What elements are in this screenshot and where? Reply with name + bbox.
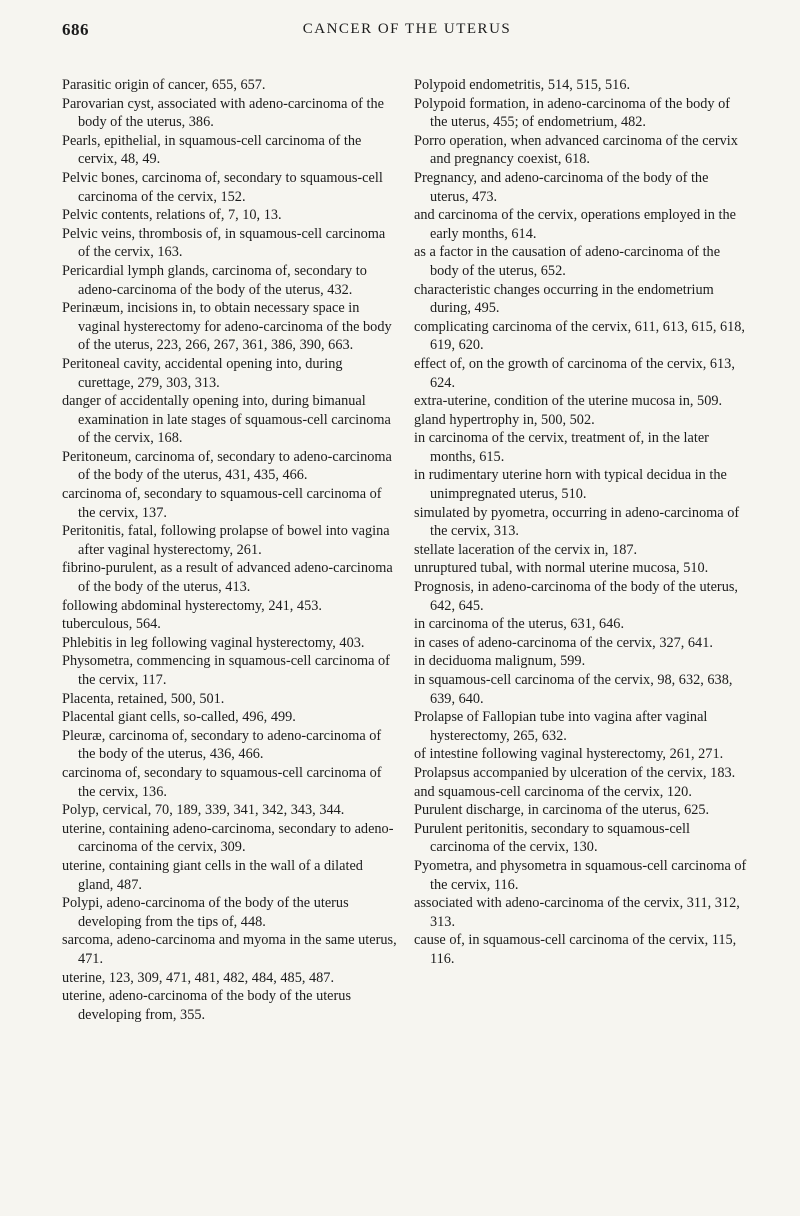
index-subentry [62,820,398,857]
index-subentry-text: and carcinoma of the cervix, operations employed in the early months, 614. [414,207,736,242]
index-subentry-text: in squamous-cell carcinoma of the cervix, 98, 632, 638, 639, 640. [414,672,733,707]
index-subentry [62,392,398,448]
index-entry: Porro operation, when advanced carcinoma of the cervix and pregnancy coexist, 618. [414,132,738,168]
index-subentry [62,764,398,801]
index-entry: Peritonitis, fatal, following prolapse of bowel into vagina after vaginal hysterectomy, 261. [62,523,390,558]
index-subentry [62,931,398,968]
index-subentry [414,355,750,392]
index-subentry-text: sarcoma, adeno-carcinoma and myoma in the same uterus, 471. [62,932,397,967]
index-subentry [62,987,398,1024]
index-entry: Purulent peritonitis, secondary to squamous-cell carcinoma of the cervix, 130. [414,820,690,856]
index-subentry-text: in carcinoma of the uterus, 631, 646. [414,616,625,633]
index-subentry [414,411,750,430]
index-subentry-text: tuberculous, 564. [62,616,161,633]
index-entry: Pregnancy, and adeno-carcinoma of the body of the uterus, 473. [414,169,709,205]
index-entry: Pearls, epithelial, in squamous-cell carcinoma of the cervix, 48, 49. [62,132,362,168]
index-entry: Polypi, adeno-carcinoma of the body of the uterus developing from the tips of, 448. [62,895,349,930]
index-subentry [62,615,398,634]
index-subentry [414,931,750,968]
index-entry: Pelvic bones, carcinoma of, secondary to squamous-cell carcinoma of the cervix, 152. [62,169,383,205]
index-subentry-text: unruptured tubal, with normal uterine mucosa, 510. [414,560,709,577]
index-subentry-text: uterine, 123, 309, 471, 481, 482, 484, 485, 487. [62,969,335,986]
index-subentry-text: uterine, containing giant cells in the wall of a dilated gland, 487. [62,857,363,893]
index-subentry [414,318,750,355]
index-subentry-text: carcinoma of, secondary to squamous-cell carcinoma of the cervix, 137. [62,486,382,521]
page-number: 686 [62,20,89,39]
index-subentry [414,392,750,411]
index-entry: Pericardial lymph glands, carcinoma of, secondary to adeno-carcinoma of the body of the uterus, 432. [62,262,367,298]
index-entry: Pleuræ, carcinoma of, secondary to adeno-carcinoma of the body of the uterus, 436, 466. [62,727,382,763]
index-entry: Pelvic veins, thrombosis of, in squamous-cell carcinoma of the cervix, 163. [62,225,386,261]
running-title: CANCER OF THE UTERUS [302,21,512,37]
index-entry: Polypoid endometritis, 514, 515, 516. [414,77,631,93]
index-subentry [414,652,750,671]
index-subentry [414,243,750,280]
index-subentry-text: in carcinoma of the cervix, treatment of, in the later months, 615. [414,430,709,465]
index-entry: Pyometra, and physometra in squamous-cell carcinoma of the cervix, 116. [414,857,747,893]
index-subentry-text: following abdominal hysterectomy, 241, 453. [62,597,322,614]
index-subentry [414,429,750,466]
index-subentry [62,559,398,596]
index-subentry [414,634,750,653]
index-subentry-text: characteristic changes occurring in the endometrium during, 495. [414,281,714,317]
page-header [62,20,752,42]
index-subentry-text: of intestine following vaginal hysterectomy, 261, 271. [414,746,724,763]
index-subentry-text: as a factor in the causation of adeno-carcinoma of the body of the uterus, 652. [414,244,721,279]
index-column-left [62,76,398,1024]
index-subentry [414,894,750,931]
index-subentry [62,597,398,616]
index-subentry [62,969,398,988]
index-entry: Peritoneum, carcinoma of, secondary to adeno-carcinoma of the body of the uterus, 431, 435, 466. [62,448,392,484]
index-subentry-text: in deciduoma malignum, 599. [414,653,586,670]
index-subentry-text: in cases of adeno-carcinoma of the cervix, 327, 641. [414,634,713,651]
index-subentry-text: gland hypertrophy in, 500, 502. [414,411,595,428]
index-entry: Physometra, commencing in squamous-cell carcinoma of the cervix, 117. [62,653,390,688]
index-subentry-text: complicating carcinoma of the cervix, 611, 613, 615, 618, 619, 620. [414,318,745,354]
index-entry: Prognosis, in adeno-carcinoma of the body of the uterus, 642, 645. [414,579,738,614]
index-subentry-text: stellate laceration of the cervix in, 187. [414,541,638,558]
index-entry: Parovarian cyst, associated with adeno-carcinoma of the body of the uterus, 386. [62,95,384,131]
index-subentry-text: effect of, on the growth of carcinoma of the cervix, 613, 624. [414,355,735,391]
index-entry: Polyp, cervical, 70, 189, 339, 341, 342, 343, 344. [62,802,345,819]
index-entry: Purulent discharge, in carcinoma of the uterus, 625. [414,802,710,819]
index-entry: Phlebitis in leg following vaginal hysterectomy, 403. [62,634,365,651]
index-subentry [414,206,750,243]
index-subentry-text: in rudimentary uterine horn with typical decidua in the unimpregnated uterus, 510. [414,467,727,503]
index-subentry [414,466,750,503]
index-subentry [414,783,750,802]
index-subentry-text: simulated by pyometra, occurring in adeno-carcinoma of the cervix, 313. [414,504,740,540]
index-subentry [414,671,750,708]
index-subentry-text: uterine, containing adeno-carcinoma, secondary to adeno-carcinoma of the cervix, 309. [62,820,394,856]
index-entry: Polypoid formation, in adeno-carcinoma of the body of the uterus, 455; of endometrium, 482. [414,95,731,131]
index-entry: Prolapse of Fallopian tube into vagina after vaginal hysterectomy, 265, 632. [414,709,708,744]
index-subentry [414,745,750,764]
index-entry: Placenta, retained, 500, 501. [62,690,225,707]
index-subentry-text: extra-uterine, condition of the uterine mucosa in, 509. [414,393,723,410]
index-column-right [414,76,750,969]
index-subentry-text: danger of accidentally opening into, during bimanual examination in late stages of squamous-cell carcinoma of the cervix, 168. [62,393,391,447]
index-subentry [414,281,750,318]
index-subentry [62,857,398,894]
index-subentry [62,485,398,522]
index-subentry [414,615,750,634]
index-entry: Placental giant cells, so-called, 496, 499. [62,709,296,726]
index-subentry-text: cause of, in squamous-cell carcinoma of the cervix, 115, 116. [414,932,737,967]
index-subentry-text: fibrino-purulent, as a result of advanced adeno-carcinoma of the body of the uterus, 413. [62,560,393,596]
index-subentry [414,541,750,560]
index-entry: Pelvic contents, relations of, 7, 10, 13. [62,207,282,224]
index-subentry [414,559,750,578]
index-entry: Perinæum, incisions in, to obtain necessary space in vaginal hysterectomy for adeno-carcinoma of the body of the uterus, 223, 266, 267, 361, 386, 390, 663. [62,300,392,354]
index-subentry-text: uterine, adeno-carcinoma of the body of the uterus developing from, 355. [62,988,352,1023]
index-entry: Parasitic origin of cancer, 655, 657. [62,77,266,93]
index-subentry-text: associated with adeno-carcinoma of the cervix, 311, 312, 313. [414,895,740,930]
index-subentry-text: carcinoma of, secondary to squamous-cell carcinoma of the cervix, 136. [62,764,382,800]
index-subentry-text: and squamous-cell carcinoma of the cervix, 120. [414,783,692,800]
index-entry: Peritoneal cavity, accidental opening into, during curettage, 279, 303, 313. [62,355,343,391]
index-subentry [414,504,750,541]
index-entry: Prolapsus accompanied by ulceration of the cervix, 183. [414,764,736,781]
